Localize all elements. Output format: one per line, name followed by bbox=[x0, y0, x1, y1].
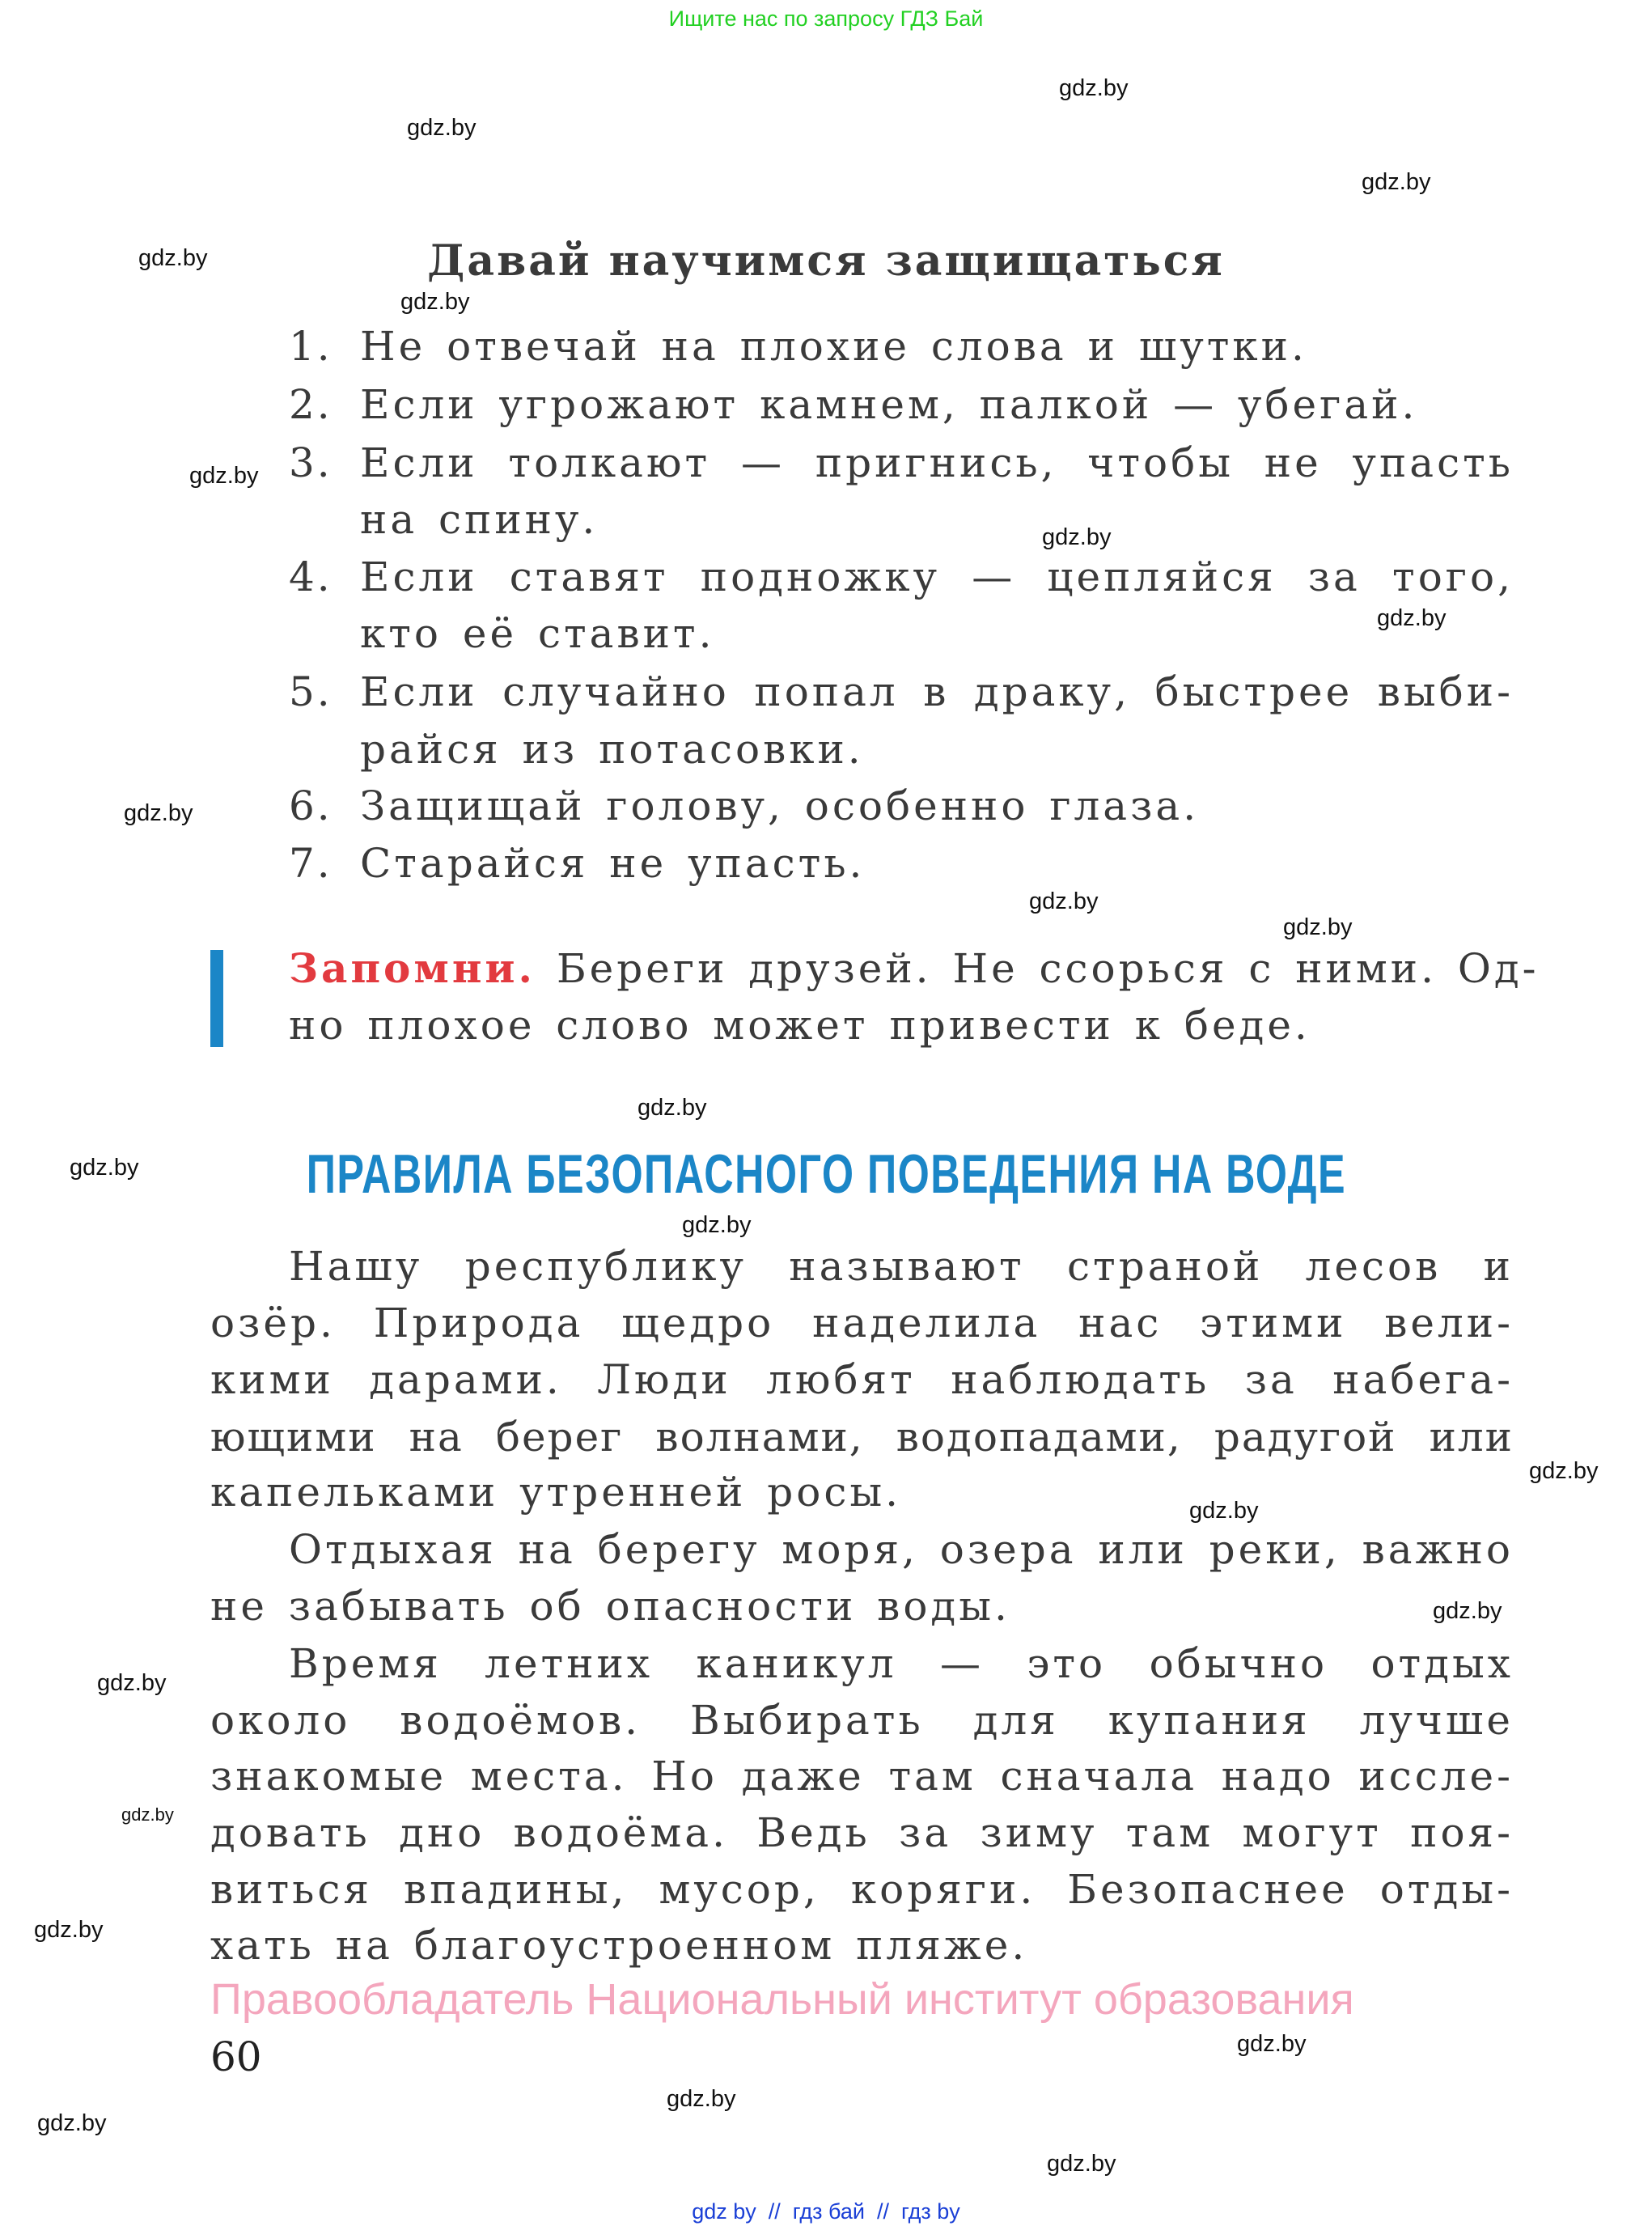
list-number: 6. bbox=[289, 782, 333, 829]
remember-label: Запомни. bbox=[289, 944, 536, 992]
watermark: gdz.by bbox=[138, 245, 208, 271]
paragraph-line: Время летних каникул — это обычно отдых bbox=[289, 1640, 1514, 1687]
paragraph-line: хать на благоустроенном пляже. bbox=[210, 1922, 1028, 1969]
remember-line-1 bbox=[289, 944, 1540, 993]
watermark: gdz.by bbox=[1047, 2151, 1116, 2177]
watermark: gdz.by bbox=[37, 2110, 107, 2136]
list-item: Если толкают — пригнись, чтобы не упасть bbox=[360, 439, 1514, 486]
watermark: gdz.by bbox=[682, 1212, 752, 1238]
section-heading-text: ПРАВИЛА БЕЗОПАСНОГО ПОВЕДЕНИЯ НА ВОДЕ bbox=[306, 1143, 1346, 1205]
watermark: gdz.by bbox=[1189, 1498, 1259, 1524]
watermark: gdz.by bbox=[121, 1804, 174, 1825]
list-item: Защищай голову, особенно глаза. bbox=[360, 782, 1200, 829]
watermark: gdz.by bbox=[667, 2086, 736, 2112]
page-number: 60 bbox=[210, 2033, 262, 2080]
list-item: Не отвечай на плохие слова и шутки. bbox=[360, 323, 1307, 370]
watermark: gdz.by bbox=[1362, 169, 1431, 195]
paragraph-line: Нашу республику называют страной лесов и bbox=[289, 1243, 1514, 1290]
paragraph-line: озёр. Природа щедро наделила нас этими вели- bbox=[210, 1300, 1514, 1346]
watermark: gdz.by bbox=[124, 800, 193, 826]
paragraph-line: не забывать об опасности воды. bbox=[210, 1583, 1010, 1630]
copyright-watermark: Правообладатель Национальный институт образования bbox=[210, 1975, 1354, 2024]
paragraph-line: довать дно водоёма. Ведь за зиму там могут поя- bbox=[210, 1809, 1514, 1856]
watermark: gdz.by bbox=[34, 1917, 104, 1943]
remember-text: Береги друзей. Не ссорься с ними. Од- bbox=[556, 945, 1540, 992]
paragraph-line: около водоёмов. Выбирать для купания лучше bbox=[210, 1697, 1514, 1744]
watermark: gdz.by bbox=[1237, 2031, 1307, 2057]
watermark: gdz.by bbox=[1042, 524, 1112, 550]
watermark: gdz.by bbox=[407, 115, 477, 141]
watermark: gdz.by bbox=[1529, 1458, 1599, 1484]
list-item-continuation: райся из потасовки. bbox=[360, 726, 864, 773]
paragraph-line: Отдыхая на берегу моря, озера или реки, важно bbox=[289, 1526, 1514, 1573]
remember-line-2: но плохое слово может привести к беде. bbox=[289, 1002, 1311, 1049]
list-item: Если угрожают камнем, палкой — убегай. bbox=[360, 381, 1418, 428]
paragraph-line: кими дарами. Люди любят наблюдать за набега- bbox=[210, 1356, 1514, 1403]
list-number: 7. bbox=[289, 840, 333, 887]
list-item: Старайся не упасть. bbox=[360, 840, 866, 887]
top-banner[interactable]: Ищите нас по запросу ГДЗ Бай bbox=[668, 6, 984, 31]
section-title: Давай научимся защищаться bbox=[427, 236, 1225, 286]
list-item-continuation: кто её ставит. bbox=[360, 610, 715, 657]
watermark: gdz.by bbox=[1283, 914, 1353, 940]
remember-accent-bar bbox=[210, 950, 223, 1047]
list-number: 2. bbox=[289, 381, 333, 428]
list-item: Если случайно попал в драку, быстрее выби- bbox=[360, 668, 1514, 715]
list-number: 3. bbox=[289, 439, 333, 486]
paragraph-line: виться впадины, мусор, коряги. Безопаснее отды- bbox=[210, 1866, 1514, 1913]
watermark: gdz.by bbox=[70, 1155, 139, 1181]
paragraph-line: знакомые места. Но даже там сначала надо иссле- bbox=[210, 1753, 1514, 1800]
list-item-continuation: на спину. bbox=[360, 496, 599, 543]
paragraph-line: капельками утренней росы. bbox=[210, 1469, 902, 1516]
list-number: 5. bbox=[289, 668, 333, 715]
watermark: gdz.by bbox=[400, 289, 470, 315]
bottom-banner[interactable]: gdz by // гдз бай // гдз by bbox=[692, 2199, 960, 2224]
watermark: gdz.by bbox=[638, 1095, 707, 1121]
paragraph-line: ющими на берег волнами, водопадами, радугой или bbox=[210, 1414, 1514, 1461]
list-number: 1. bbox=[289, 323, 333, 370]
watermark: gdz.by bbox=[1029, 888, 1099, 914]
section-heading bbox=[0, 1143, 1652, 1206]
watermark: gdz.by bbox=[1433, 1598, 1502, 1624]
list-number: 4. bbox=[289, 553, 333, 600]
list-item: Если ставят подножку — цепляйся за того, bbox=[360, 553, 1514, 600]
watermark: gdz.by bbox=[1059, 75, 1129, 101]
watermark: gdz.by bbox=[1377, 605, 1447, 631]
watermark: gdz.by bbox=[97, 1670, 167, 1696]
watermark: gdz.by bbox=[189, 463, 259, 489]
